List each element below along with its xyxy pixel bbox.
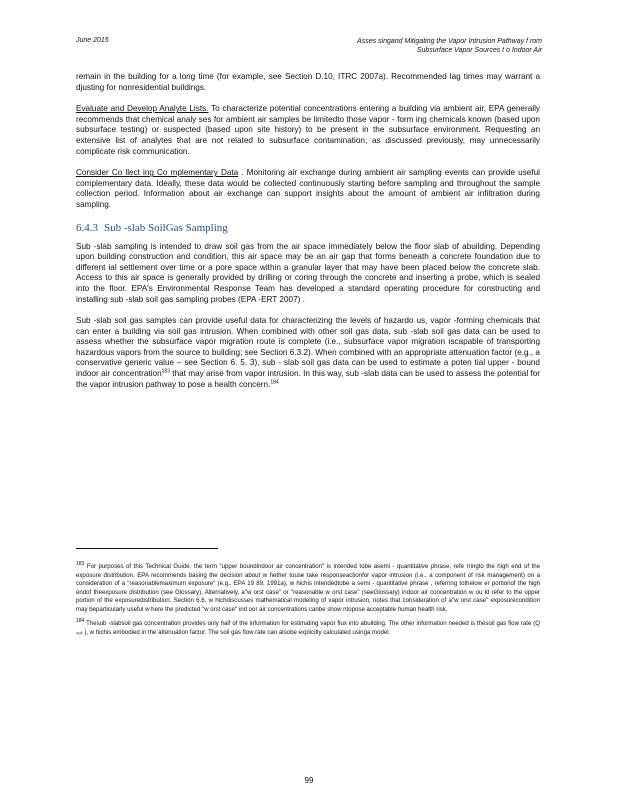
footnote-183 bbox=[76, 560, 540, 614]
footnote-184-text: Thesub -slabsoil gas concentration provides only half of the information for estimating vapor flux into abuilding. The other information needed is thesoil gas flow rate (Q ₛₒᵢₗ ), w hichis embodied in the attenuation factor. The soil gas flow rate can alsobe explicitly calculated usinga model. bbox=[76, 620, 540, 636]
footnote-183-text: For purposes of this Technical Guide, the term "upper boundindoor air concentration" is intended tobe asemi - quantitative phrase, refe rringto the high end of the exposure distribution. EPA recommends basing the decision about w hether touse take responseactionfor vapor intrusion (i.e., a component of risk management) on a consideration of a "reasonablemaximum exposure" (e.g., EPA 19 89, 1991a), w hichis intendedtobe a semi - quantitative phrase , referring tothelow er portionof the high endof theexposure distribution (see Glossary). Alternatively, a"w orst case" or "reasonable w orst case" (seeGlossary) indoor air concentration w ou ld refer to the upper portion of the exposuredistribution. Section 6.6, w hichdiscusses mathematical modeling of vapor intrusion, notes that consideration of a"w orst case" exposurecondition may beparticularly useful w here the predicted "w orst case" ind oor air concentrations canbe show ntopose acceptable human health risk. bbox=[76, 563, 540, 613]
header-date: June 2015 bbox=[76, 37, 109, 44]
footnote-divider bbox=[76, 548, 218, 549]
paragraph-lag-times: remain in the building for a long time (for example, see Section D.10, ITRC 2007a). Recommended lag times may warrant a djusting for nonresidential buildings. bbox=[76, 72, 540, 92]
subslab-samples-text-b: that may arise from vapor intrusion. In this way, sub -slab data can be used to assess the potential for the vapor intrusion pathway to pose a health concern. bbox=[76, 369, 540, 389]
paragraph-complementary-data bbox=[76, 168, 540, 210]
complementary-data-text: . Monitoring air exchange during ambient air sampling events can provide useful complementary data. Ideally, these data would be collected continuously starting before sampling and throughout the sample collection period. Information about air exchange can support insights about the amount of ambient air infiltration during sampling. bbox=[76, 168, 541, 209]
body-content bbox=[76, 72, 540, 401]
complementary-data-lead: Consider Co llect ing Co mplementary Data bbox=[76, 168, 239, 178]
header-title-line2: Subsurface Vapor Sources t o Indoor Air bbox=[416, 47, 542, 54]
paragraph-analyte-lists bbox=[76, 104, 540, 157]
section-heading bbox=[76, 222, 540, 234]
section-title: Sub -slab SoilGas Sampling bbox=[104, 221, 228, 234]
header-title bbox=[357, 37, 542, 55]
subslab-samples-text-a: Sub -slab soil gas samples can provide useful data for characterizing the levels of hazardo us, vapor -forming chemicals that can enter a building via soil gas intrusion. When combined with other soil gas data, sub -slab soil gas data can be used to assess whether the subsurface vapor migration route is complete (i.e., subsurface vapor migration iscapable of transporting hazardous vapors from the source to building; see Section 6.3.2). When combined with an appropriate attenuation factor (e.g., a conservative generic value – see Section 6. 5. 3), sub - slab soil gas data can be used to estimate a poten tial upper - bound indoor air concentration bbox=[76, 316, 540, 379]
paragraph-subslab-samples bbox=[76, 316, 540, 390]
footnote-ref-184[interactable]: 184 bbox=[270, 378, 279, 385]
footnote-ref-183[interactable]: 183 bbox=[161, 368, 170, 375]
page-number: 99 bbox=[304, 776, 314, 785]
section-number: 6.4.3 bbox=[76, 221, 98, 234]
footnote-184-number: 184 bbox=[76, 617, 85, 624]
analyte-lists-lead: Evaluate and Develop Analyte Lists. bbox=[76, 104, 209, 114]
page-header bbox=[76, 37, 542, 57]
footnote-183-number: 183 bbox=[76, 560, 85, 567]
header-title-line1: Asses singand Mitigating the Vapor Intrusion Pathway f rom bbox=[357, 38, 542, 45]
footnotes bbox=[76, 560, 540, 643]
paragraph-subslab-intro: Sub -slab sampling is intended to draw soil gas from the air space immediately below the floor slab of abuilding. Depending upon building construction and condition, this air space may be an air gap that forms beneath a concrete foundation due to different ial settlement over time or a pore space within a granular layer that may have been placed below the concrete slab. Access to this air space is generally provided by drilling or coring through the concrete and inserting a probe, which is sealed into the floor. EPA's Environmental Response Team has developed a standard operating procedure for constructing and installing sub -slab soil gas sampling probes (EPA -ERT 2007) . bbox=[76, 241, 540, 304]
footnote-184 bbox=[76, 617, 540, 637]
analyte-lists-text: To characterize potential concentrations entering a building via ambient air, EPA generally recommends that chemical analy ses for ambient air samples be limitedto those vapor - form ing chemicals known (based upon subsurface testing) or suspected (based upon site history) to be present in the subsurface environment. Requesting an extensive list of analytes that are not related to subsurface contamination, as discussed previously, may unnecessarily complicate risk communication. bbox=[76, 104, 540, 156]
